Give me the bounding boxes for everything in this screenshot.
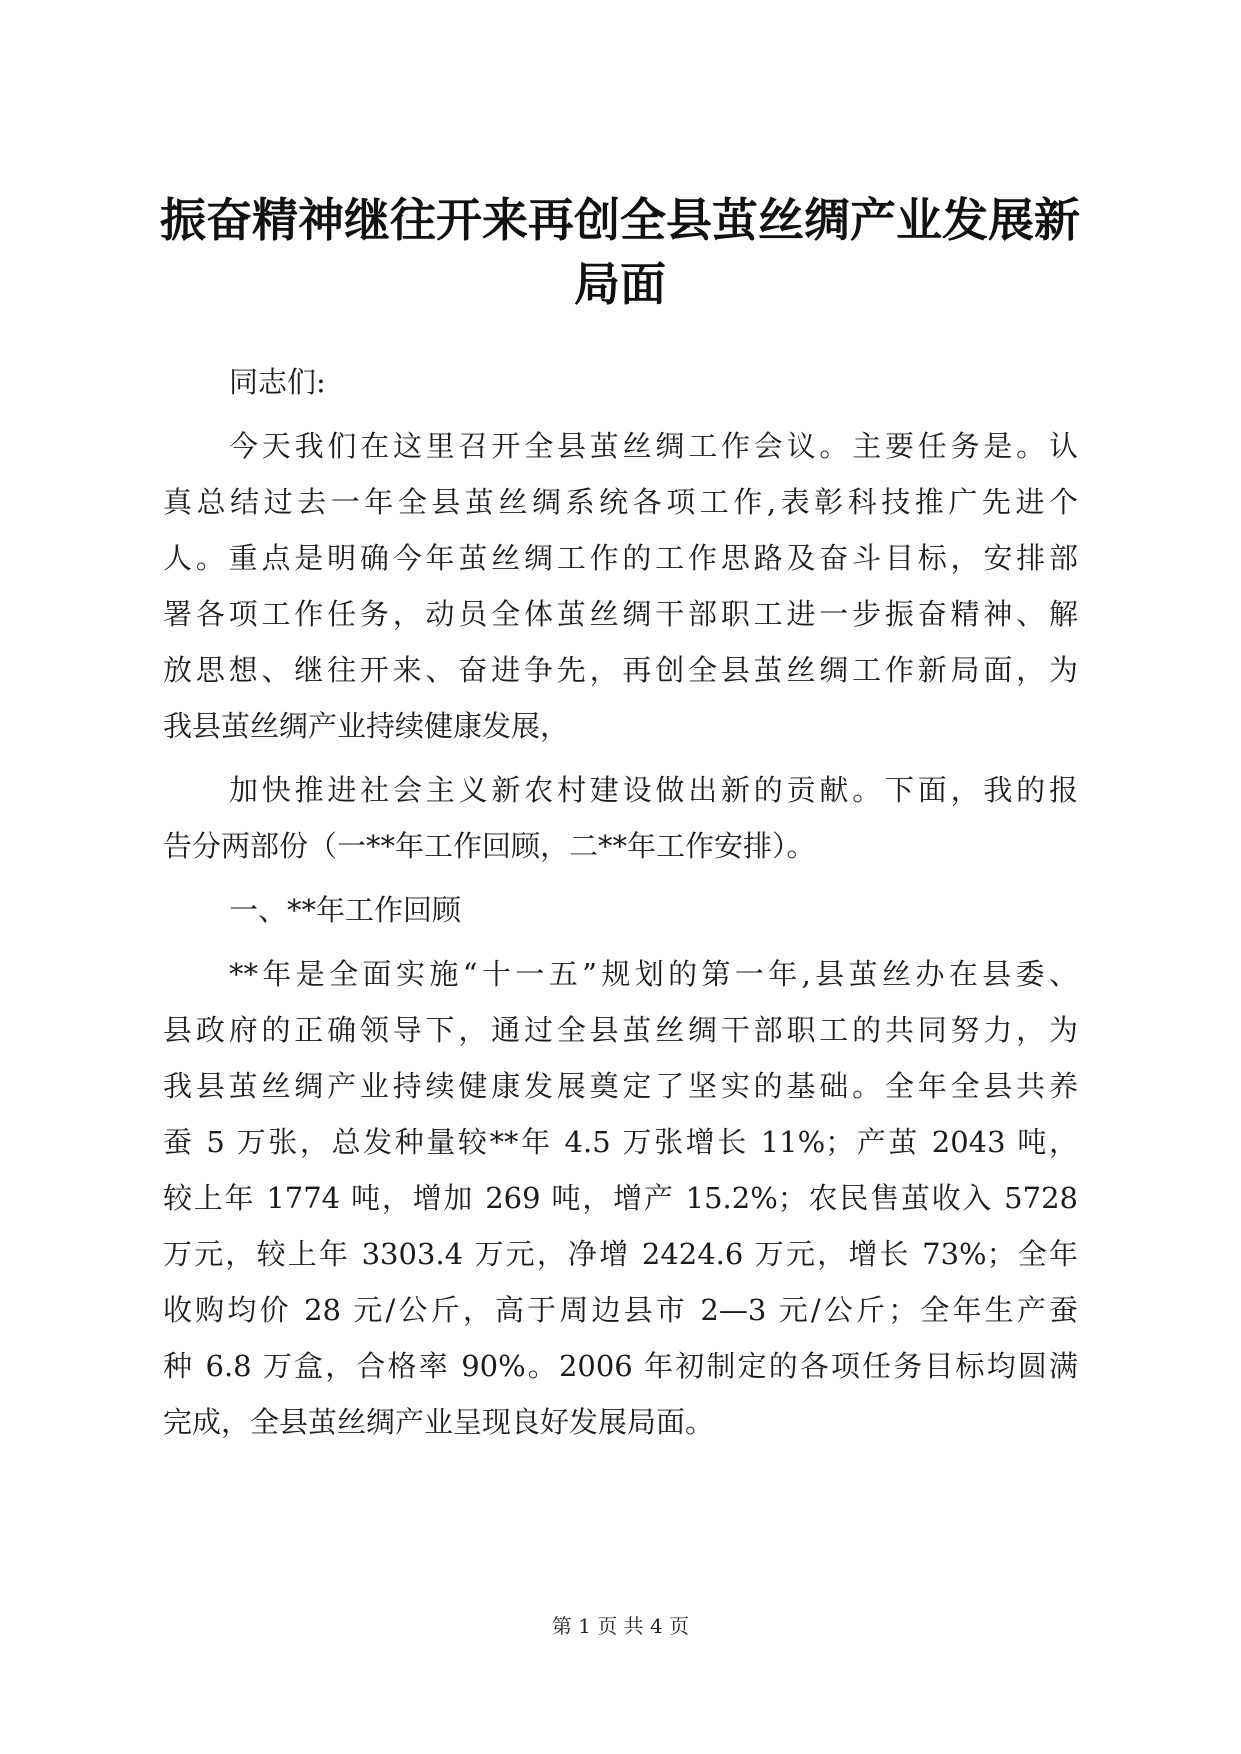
salutation: 同志们: [229,365,326,399]
paragraph-line: 收购均价 28 元/公斤，高于周边县市 2—3 元/公斤；全年生产蚕 [163,1293,1078,1327]
title-line-2: 局面 [574,257,666,311]
paragraph-line: 县政府的正确领导下，通过全县茧丝绸干部职工的共同努力，为 [163,1013,1078,1047]
paragraph-3 [163,946,1078,1450]
document-body [163,354,1078,1450]
paragraph-line: 告分两部份（一**年工作回顾，二**年工作安排）。 [163,829,816,863]
paragraph-line: 我县茧丝绸产业持续健康发展， [163,709,570,743]
paragraph-line: 真总结过去一年全县茧丝绸系统各项工作,表彰科技推广先进个 [163,485,1078,519]
paragraph-2 [163,762,1078,874]
paragraph-line: **年是全面实施“十一五”规划的第一年,县茧丝办在县委、 [229,957,1078,991]
paragraph-line: 万元，较上年 3303.4 万元，净增 2424.6 万元，增长 73%；全年 [163,1237,1078,1271]
document-title [150,188,1090,316]
section-heading: 一、**年工作回顾 [229,893,462,927]
paragraph-line: 蚕 5 万张，总发种量较**年 4.5 万张增长 11%；产茧 2043 吨， [163,1125,1078,1159]
paragraph-line: 完成，全县茧丝绸产业呈现良好发展局面。 [163,1405,715,1439]
paragraph-line: 放思想、继往开来、奋进争先，再创全县茧丝绸工作新局面，为 [163,653,1078,687]
paragraph-line: 加快推进社会主义新农村建设做出新的贡献。下面，我的报 [229,773,1078,807]
page-footer: 第 1 页 共 4 页 [551,1614,690,1638]
title-line-1: 振奋精神继往开来再创全县茧丝绸产业发展新 [160,193,1080,247]
paragraph-line: 人。重点是明确今年茧丝绸工作的工作思路及奋斗目标，安排部 [163,541,1078,575]
paragraph-1 [163,418,1078,754]
paragraph-line: 较上年 1774 吨，增加 269 吨，增产 15.2%；农民售茧收入 5728 [163,1181,1078,1215]
paragraph-line: 署各项工作任务，动员全体茧丝绸干部职工进一步振奋精神、解 [163,597,1078,631]
paragraph-line: 种 6.8 万盒，合格率 90%。2006 年初制定的各项任务目标均圆满 [163,1349,1078,1383]
paragraph-line: 今天我们在这里召开全县茧丝绸工作会议。主要任务是。认 [229,429,1078,463]
paragraph-line: 我县茧丝绸产业持续健康发展奠定了坚实的基础。全年全县共养 [163,1069,1078,1103]
